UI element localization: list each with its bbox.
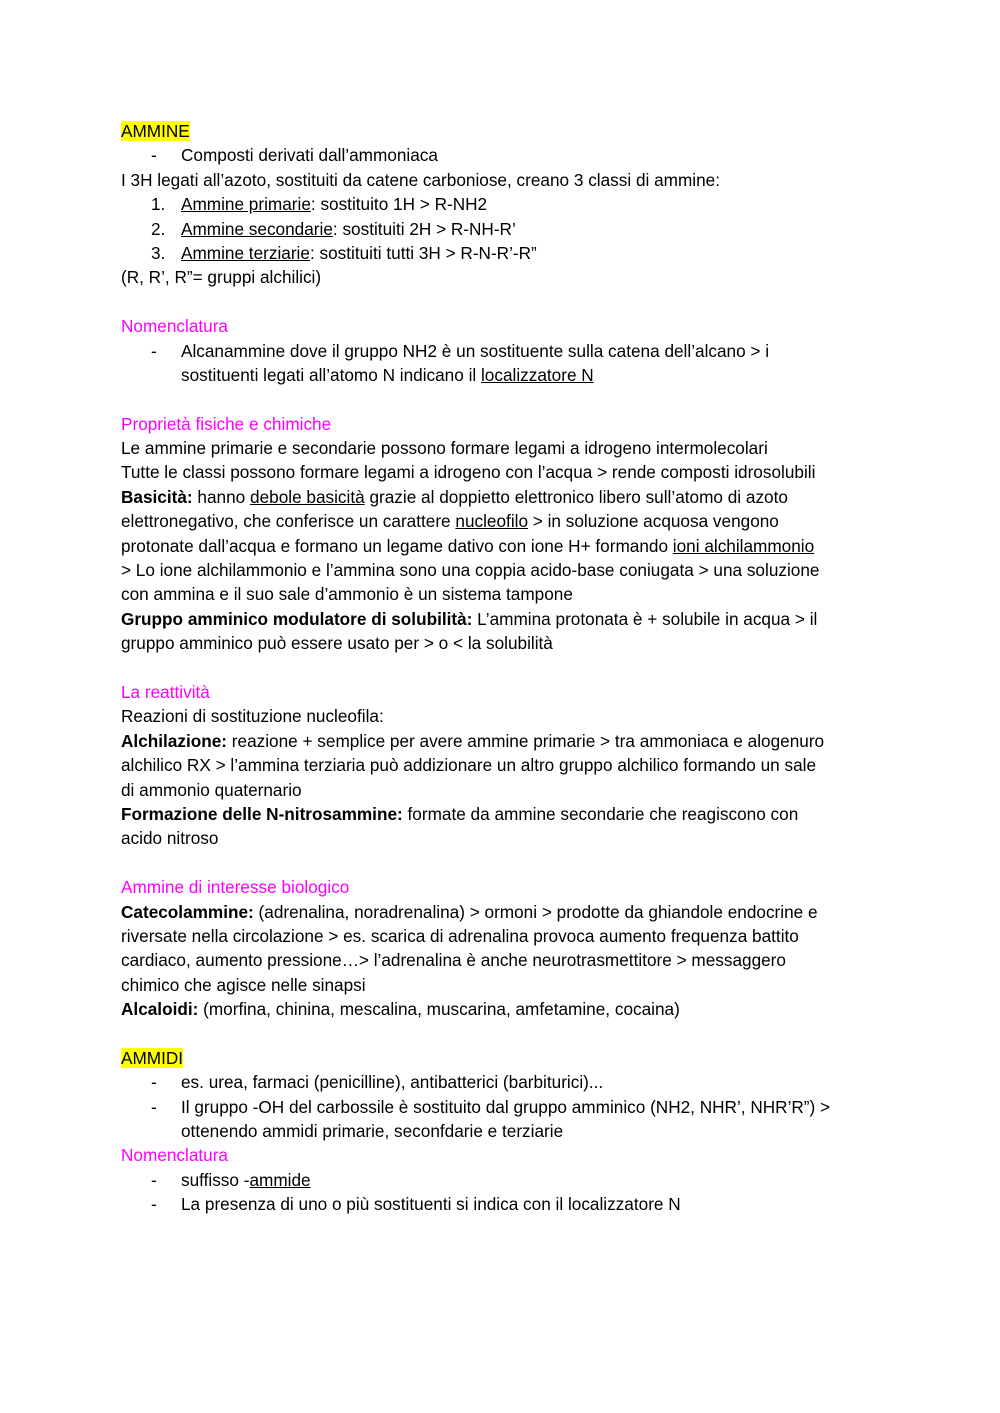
bullet-dash: -	[151, 1194, 157, 1215]
ammidi-title-line	[121, 1046, 891, 1070]
spacer	[121, 1021, 891, 1045]
amine-title: AMMINE	[121, 121, 190, 141]
list-item: - La presenza di uno o più sostituenti si indica con il localizzatore N	[121, 1192, 891, 1216]
bullet-dash: -	[151, 1169, 157, 1190]
list-item: - suffisso -ammide	[121, 1168, 891, 1192]
spacer	[121, 656, 891, 680]
paragraph-line: chimico che agisce nelle sinapsi	[121, 974, 366, 995]
bullet-dash: -	[151, 145, 157, 166]
paragraph-line: (R, R’, R”= gruppi alchilici)	[121, 267, 322, 288]
paragraph-line: riversate nella circolazione > es. scarica di adrenalina provoca aumento frequenza battito	[121, 925, 799, 946]
list-item: - Il gruppo -OH del carbossile è sostituito dal gruppo amminico (NH2, NHR’, NHR’R”) >	[121, 1095, 891, 1119]
paragraph-line: I 3H legati all’azoto, sostituiti da catene carboniose, creano 3 classi di ammine:	[121, 169, 721, 190]
paragraph-line: gruppo amminico può essere usato per > o < la solubilità	[121, 633, 553, 654]
section-heading: La reattività	[121, 681, 210, 702]
list-item: - Composti derivati dall’ammoniaca	[121, 143, 891, 167]
paragraph-line: con ammina e il suo sale d’ammonio è un sistema tampone	[121, 584, 573, 605]
paragraph-line: > Lo ione alchilammonio e l’ammina sono una coppia acido-base coniugata > una soluzione	[121, 560, 820, 581]
list-item: - Alcanammine dove il gruppo NH2 è un sostituente sulla catena dell’alcano > i	[121, 339, 891, 363]
list-item-continuation: ottenendo ammidi primarie, seconfdarie e terziarie	[181, 1121, 564, 1142]
paragraph-line: Reazioni di sostituzione nucleofila:	[121, 706, 384, 727]
paragraph-line: Tutte le classi possono formare legami a idrogeno con l’acqua > rende composti idrosolubili	[121, 462, 816, 483]
amine-title-line	[121, 119, 891, 143]
paragraph-line: Basicità: hanno debole basicità grazie al doppietto elettronico libero sull’atomo di azoto	[121, 486, 788, 507]
bullet-dash: -	[151, 1096, 157, 1117]
paragraph-line: Formazione delle N-nitrosammine: formate da ammine secondarie che reagiscono con	[121, 803, 799, 824]
paragraph-line: Alcaloidi: (morfina, chinina, mescalina, muscarina, amfetamine, cocaina)	[121, 999, 680, 1020]
list-item-continuation: sostituenti legati all’atomo N indicano il localizzatore N	[181, 364, 594, 385]
spacer	[121, 290, 891, 314]
paragraph-line: alchilico RX > l’ammina terziaria può addizionare un altro gruppo alchilico formando un sale	[121, 755, 817, 776]
spacer	[121, 387, 891, 411]
paragraph-line: Le ammine primarie e secondarie possono formare legami a idrogeno intermolecolari	[121, 438, 768, 459]
paragraph-line: elettronegativo, che conferisce un carattere nucleofilo > in soluzione acquosa vengono	[121, 511, 779, 532]
paragraph-line: Catecolammine: (adrenalina, noradrenalina) > ormoni > prodotte da ghiandole endocrine e	[121, 901, 818, 922]
spacer	[121, 851, 891, 875]
list-item: - es. urea, farmaci (penicilline), antibatterici (barbiturici)...	[121, 1070, 891, 1094]
paragraph-line: di ammonio quaternario	[121, 779, 302, 800]
section-heading: Nomenclatura	[121, 316, 228, 337]
section-heading: Ammine di interesse biologico	[121, 877, 350, 898]
bullet-dash: -	[151, 340, 157, 361]
list-item: 1. Ammine primarie: sostituito 1H > R-NH2	[151, 194, 488, 215]
paragraph-line: acido nitroso	[121, 828, 219, 849]
paragraph-line: Gruppo amminico modulatore di solubilità: L’ammina protonata è + solubile in acqua > il	[121, 608, 818, 629]
ammidi-title: AMMIDI	[121, 1047, 184, 1068]
list-item: 3. Ammine terziarie: sostituiti tutti 3H > R-N-R’-R”	[151, 242, 537, 263]
list-item: 2. Ammine secondarie: sostituiti 2H > R-NH-R’	[151, 218, 516, 239]
paragraph-line: Alchilazione: reazione + semplice per avere ammine primarie > tra ammoniaca e alogenuro	[121, 730, 825, 751]
document-body	[121, 119, 891, 1217]
bullet-dash: -	[151, 1072, 157, 1093]
section-heading: Nomenclatura	[121, 1145, 228, 1166]
section-heading: Proprietà fisiche e chimiche	[121, 413, 332, 434]
paragraph-line: protonate dall’acqua e formano un legame dativo con ione H+ formando ioni alchilammonio	[121, 535, 815, 556]
paragraph-line: cardiaco, aumento pressione…> l’adrenalina è anche neurotrasmettitore > messaggero	[121, 950, 786, 971]
